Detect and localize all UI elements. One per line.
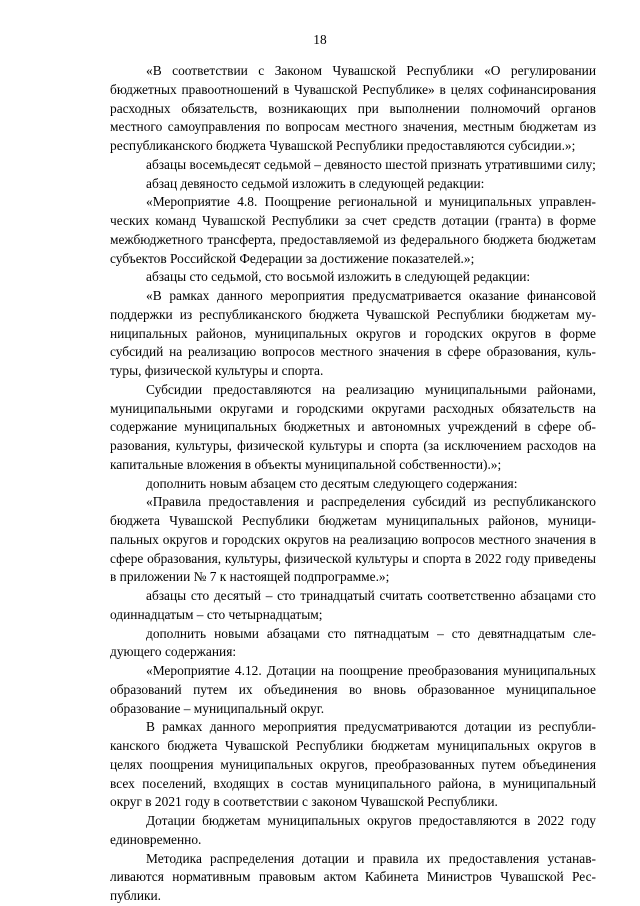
paragraph: «Мероприятие 4.12. Дотации на поощрение преобразования муниципальных образований путем их объединения во вновь образованное муниципальное образование – муниципальный округ.: [110, 663, 596, 716]
paragraph: абзацы сто седьмой, сто восьмой изложить в следующей редакции:: [146, 269, 531, 285]
paragraph: абзацы восемьдесят седьмой – девяносто шестой признать утратившими силу;: [146, 156, 596, 172]
paragraph: Дотации бюджетам муниципальных округов предоставляются в 2022 году единовременно.: [110, 813, 596, 847]
paragraph: «Правила предоставления и распределения субсидий из республиканского бюджета Чувашской Республики бюджетам муниципальных районов, муниципальных округов и городских округов на реализацию вопросов местного значения в сфере образования, культуры, физической культуры и спорта в 2022 году приведены в приложении № 7 к настоящей подпрограмме.»;: [110, 494, 596, 585]
paragraph: «Мероприятие 4.8. Поощрение региональной и муниципальных управленческих команд Чувашской Республики за счет средств дотации (гранта) в форме межбюджетного трансферта, предоставляемой из федерального бюджета бюджетам субъектов Российской Федерации за достижение показателей.»;: [110, 194, 596, 266]
paragraph: абзац девяносто седьмой изложить в следующей редакции:: [146, 175, 485, 191]
paragraph: «В рамках данного мероприятия предусматривается оказание финансовой поддержки из республиканского бюджета Чувашской Республики бюджетам муниципальных районов, муниципальных округов и городских округов в форме субсидий на реализацию вопросов местного значения в сфере образования, культуры, физической культуры и спорта.: [110, 288, 596, 378]
document-body: [110, 62, 596, 906]
paragraph: Субсидии предоставляются на реализацию муниципальными районами, муниципальными округами и городскими округами расходных обязательств на содержание муниципальных бюджетных и автономных учреждений в сфере образования, культуры, физической культуры и спорта (за исключением расходов на капитальные вложения в объекты муниципальной собственности).»;: [110, 381, 596, 472]
paragraph: дополнить новыми абзацами сто пятнадцатым – сто девятнадцатым следующего содержания:: [110, 625, 596, 660]
paragraph: абзацы сто десятый – сто тринадцатый считать соответственно абзацами сто одиннадцатым – сто четырнадцатым;: [110, 588, 596, 622]
page-number: 18: [313, 32, 327, 47]
paragraph: Методика распределения дотации и правила их предоставления устанавливаются нормативным правовым актом Кабинета Министров Чувашской Республики.: [110, 850, 596, 903]
paragraph: В рамках данного мероприятия предусматриваются дотации из республиканского бюджета Чувашской Республики бюджетам муниципальных округов в целях поощрения муниципальных округов, преобразованных путем объединения всех поселений, входящих в состав муниципального района, в муниципальный округ в 2021 году в соответствии с законом Чувашской Республики.: [110, 719, 596, 810]
paragraph: «В соответствии с Законом Чувашской Республики «О регулировании бюджетных правоотношений в Чувашской Республике» в целях софинансирования расходных обязательств, возникающих при выполнении полномочий органов местного самоуправления по вопросам местного значения, местным бюджетам из республиканского бюджета Чувашской Республики предоставляются субсидии.»;: [110, 63, 596, 153]
paragraph: дополнить новым абзацем сто десятым следующего содержания:: [146, 475, 518, 491]
